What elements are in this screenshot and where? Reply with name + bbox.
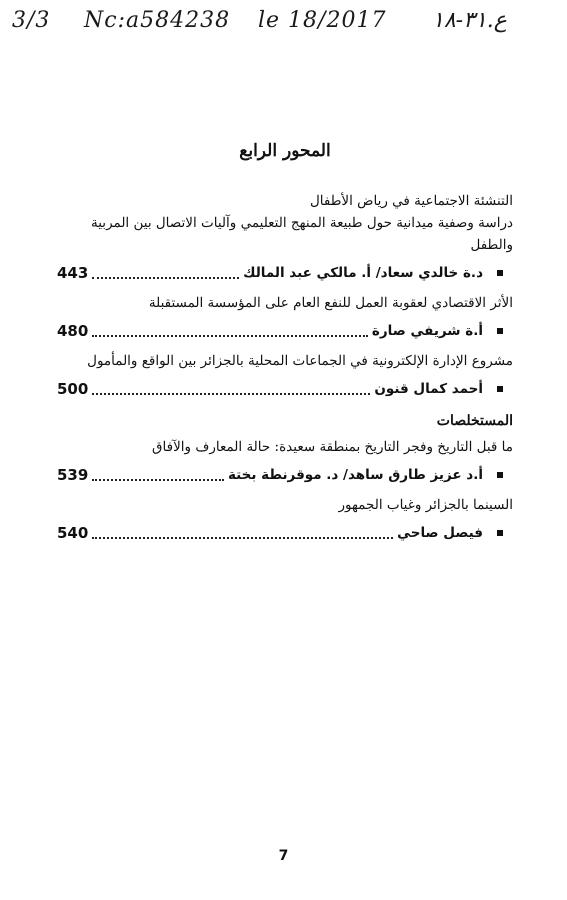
handwritten-code: ع.٣١-١٨ — [432, 8, 507, 33]
entry-title-line: السينما بالجزائر وغياب الجمهور — [338, 497, 513, 513]
entry-page-number: 540 — [57, 524, 89, 542]
square-bullet-icon — [497, 328, 503, 334]
entry-title-line: الأثر الاقتصادي لعقوبة العمل للنفع العام على المؤسسة المستقبلة — [148, 295, 513, 311]
handwritten-ref-number: Nc:a584238 — [84, 8, 231, 33]
handwritten-date: le 18/2017 — [258, 8, 387, 33]
entry-page-number: 443 — [57, 264, 89, 282]
author-line — [57, 258, 513, 288]
footer-page-number: 7 — [278, 848, 289, 864]
entry-title-line: مشروع الإدارة الإلكترونية في الجماعات المحلية بالجزائر بين الواقع والمأمول — [87, 353, 513, 369]
toc-entry — [57, 292, 513, 346]
dot-leader — [92, 383, 370, 395]
entry-author: أ.د عزيز طارق ساهد/ د. موقرنطة بختة — [227, 467, 483, 483]
entry-author: د.ة خالدي سعاد/ أ. مالكي عبد المالك — [243, 265, 483, 281]
author-line — [57, 316, 513, 346]
toc-entry — [57, 436, 513, 490]
entry-title-line: ما قبل التاريخ وفجر التاريخ بمنطقة سعيدة: حالة المعارف والآفاق — [152, 439, 513, 455]
author-line — [57, 518, 513, 548]
entry-author: فيصل صاحي — [397, 525, 483, 541]
square-bullet-icon — [497, 386, 503, 392]
square-bullet-icon — [497, 270, 503, 276]
entry-page-number: 539 — [57, 466, 89, 484]
entry-title-line: والطفل — [470, 237, 513, 253]
entry-title-line: دراسة وصفية ميدانية حول طبيعة المنهج التعليمي وآليات الاتصال بين المربية — [91, 215, 513, 231]
entry-author: أ.ة شريفي صارة — [371, 323, 483, 339]
dot-leader — [92, 469, 224, 481]
square-bullet-icon — [497, 472, 503, 478]
entry-page-number: 480 — [57, 322, 89, 340]
toc-entry — [57, 494, 513, 548]
entry-page-number: 500 — [57, 380, 89, 398]
dot-leader — [92, 267, 239, 279]
toc-entry — [57, 350, 513, 404]
entry-author: أحمد كمال قنون — [374, 381, 483, 397]
dot-leader — [92, 527, 393, 539]
author-line — [57, 374, 513, 404]
toc-entry — [57, 190, 513, 288]
entry-title-line: التنشئة الاجتماعية في رياض الأطفال — [309, 193, 513, 209]
abstracts-heading: المستخلصات — [436, 413, 513, 429]
author-line — [57, 460, 513, 490]
square-bullet-icon — [497, 530, 503, 536]
handwritten-page-fraction: 3/3 — [12, 8, 51, 33]
toc-content — [57, 140, 513, 552]
section-title: المحور الرابع — [239, 141, 331, 161]
dot-leader — [92, 325, 368, 337]
